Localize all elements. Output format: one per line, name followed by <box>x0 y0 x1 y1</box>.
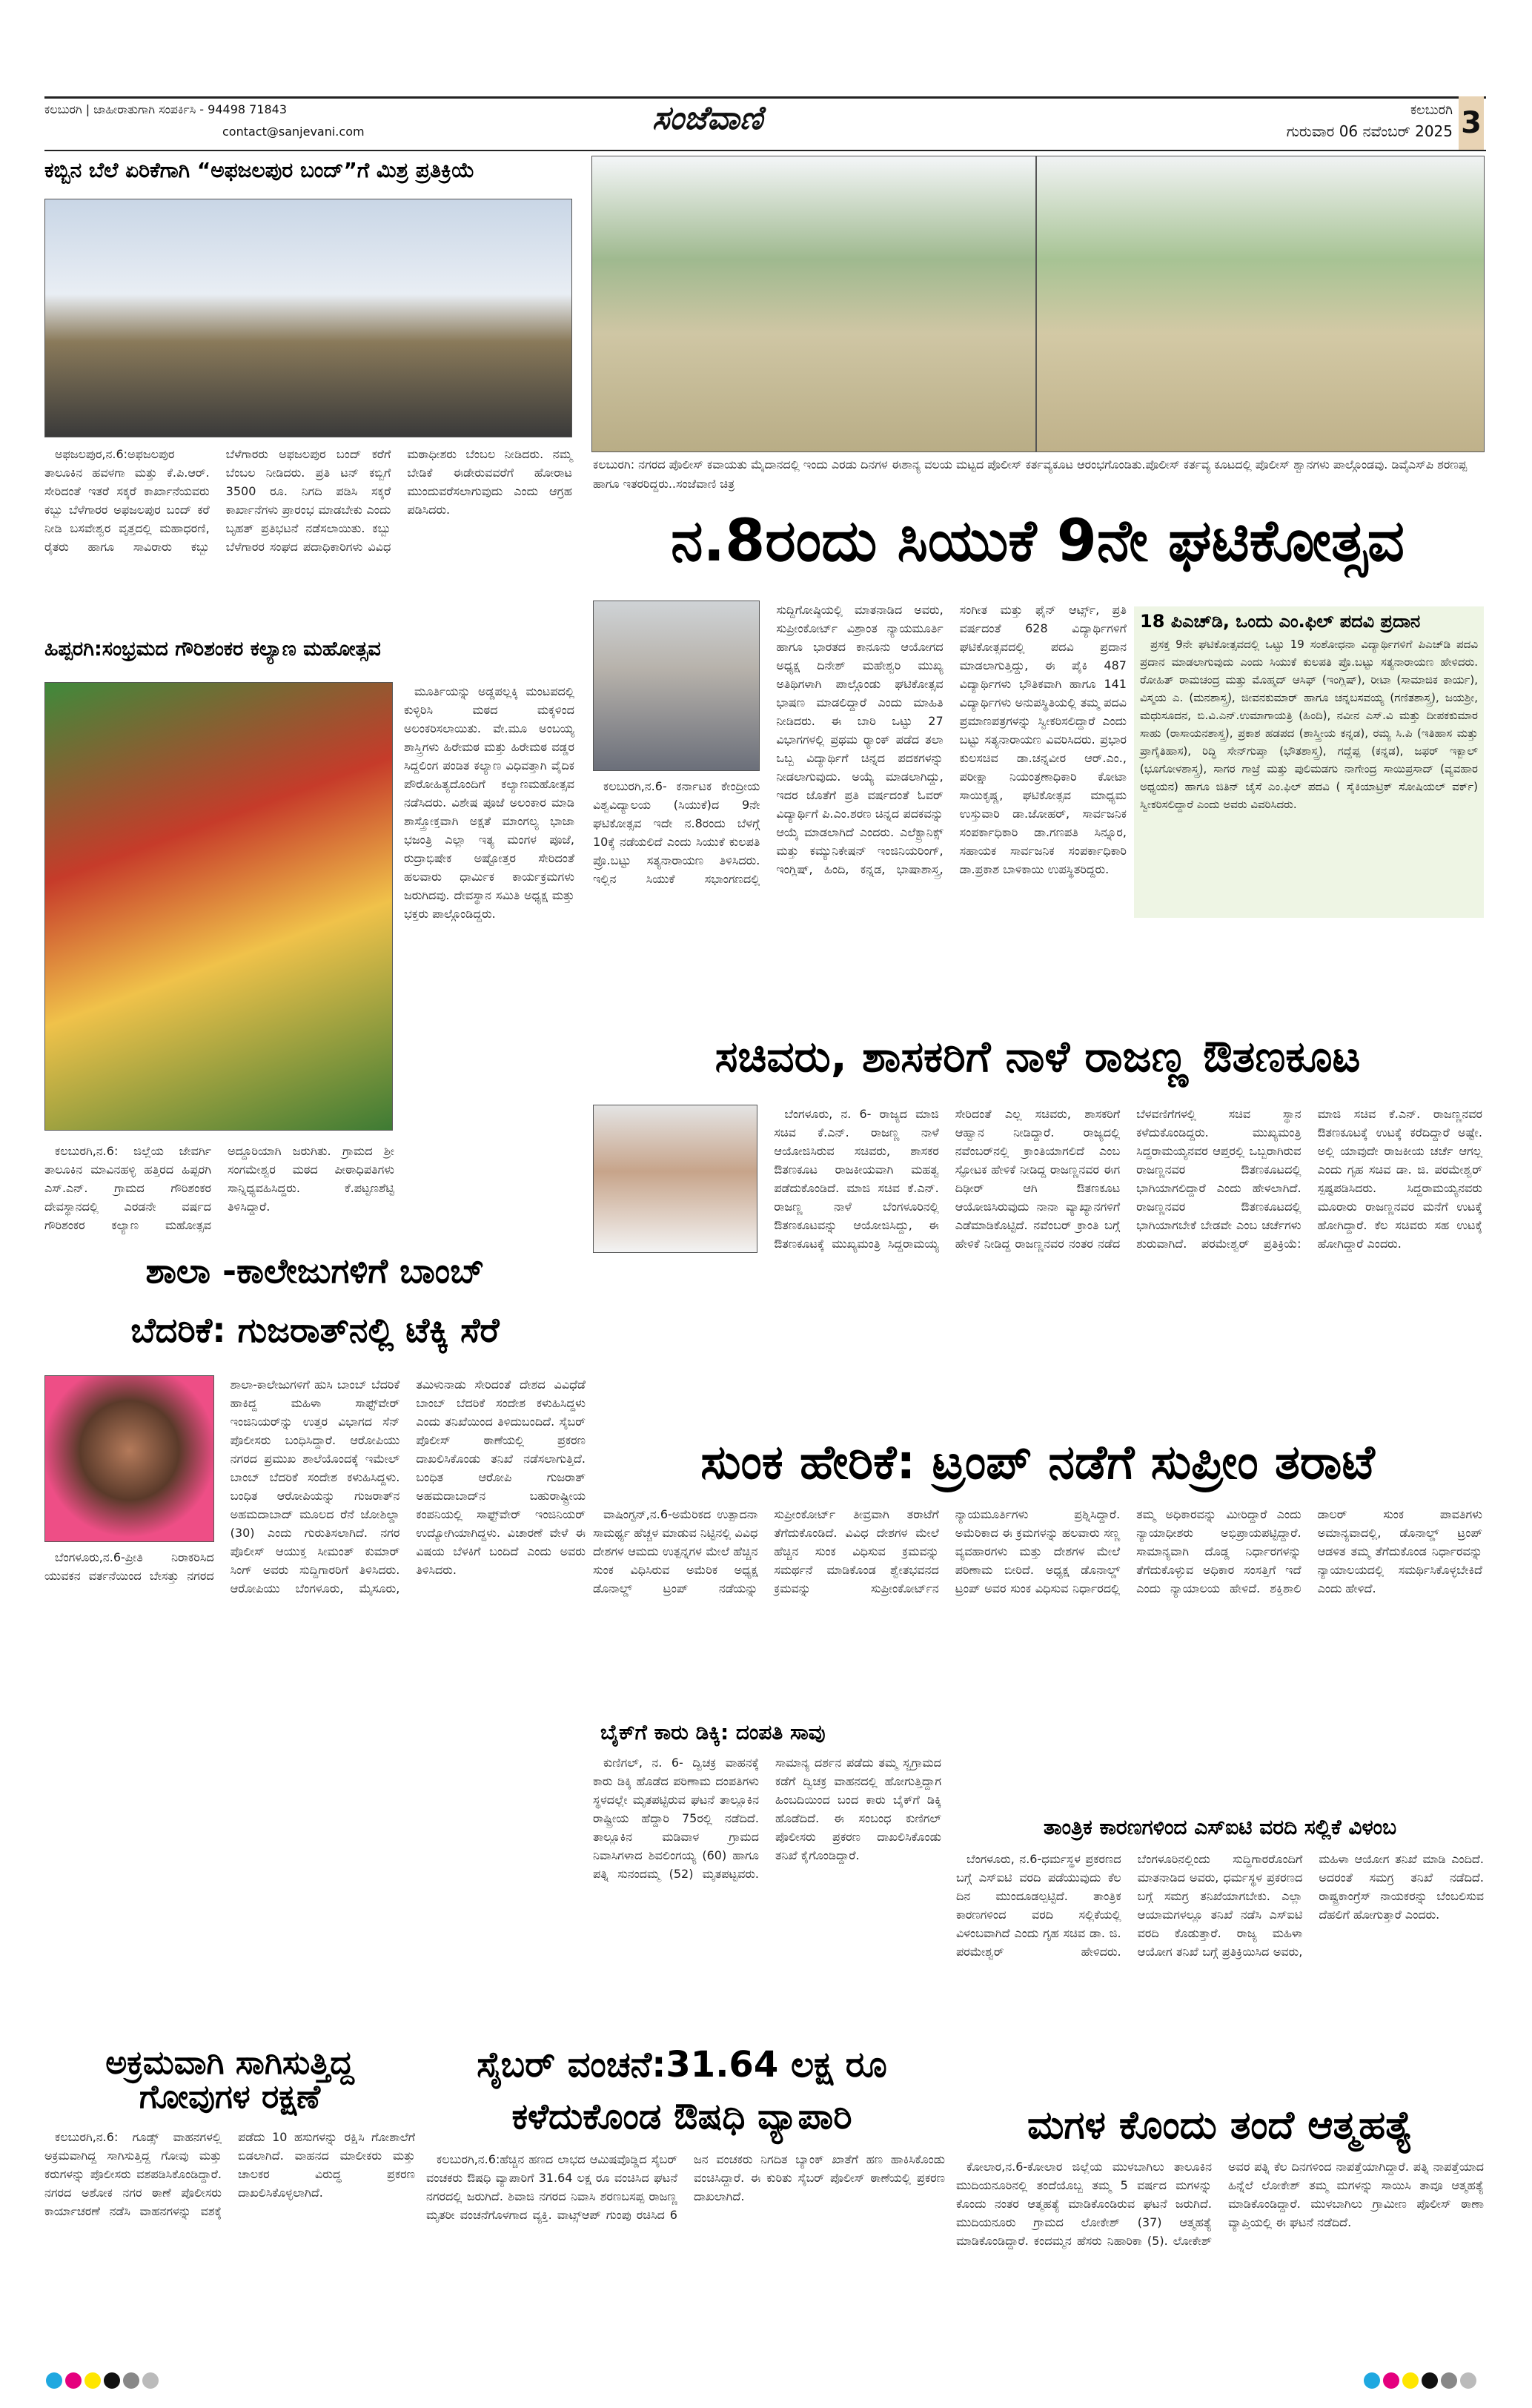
masthead-logo: ಸಂಜೆವಾಣಿ <box>652 99 763 137</box>
grey-dot <box>123 2372 139 2389</box>
phd-headline: 18 ಪಿಎಚ್‌ಡಿ, ಒಂದು ಎಂ.ಫಿಲ್ ಪದವಿ ಪ್ರದಾನ <box>1140 611 1421 632</box>
light-grey-dot <box>142 2372 159 2389</box>
yellow-dot <box>1402 2372 1419 2389</box>
protest-photo <box>44 199 572 437</box>
header-city: ಕಲಬುರಗಿ <box>44 102 82 116</box>
hipparagi-body: ಮೂರ್ತಿಯನ್ನು ಅಡ್ಡಪಲ್ಲಕ್ಕಿ ಮಂಟಪದಲ್ಲಿ ಕುಳ್ಳಿರಿಸಿ ಮಠದ ಮಕ್ಕಳಿಂದ ಅಲಂಕರಿಸಲಾಯಿತು. ವೇ.ಮೂ ಅಂಬಯ್ಯ ಶಾಸ್ತ್ರಿಗಳು ಹಿರೇಮಠ ಮತ್ತು ಹಿರೇಮಠ ವಡ್ಡರ ಸಿದ್ದಲಿಂಗ ಪಂಡಿತ ಕಲ್ಯಾಣ ವಿಧಿವತ್ತಾಗಿ ವೈದಿಕ ಪೌರೋಹಿತ್ಯದೊಂದಿಗೆ ಕಲ್ಯಾಣಮಹೋತ್ಸವ ನಡೆಸಿದರು. ವಿಶೇಷ ಪೂಜೆ ಅಲಂಕಾರ ಮಾಡಿ ಶಾಸ್ತ್ರೋಕ್ತವಾಗಿ ಅಕ್ಷತೆ ಮಾಂಗಲ್ಯ ಭಾಜಾ ಭಜಂತ್ರಿ ಎಲ್ಲಾ ಇತ್ಯ ಮಂಗಳ ಪೂಜೆ, ರುದ್ರಾಭಿಷೇಕ ಅಷ್ಟೋತ್ತರ ಸೇರಿದಂತೆ ಹಲವಾರು ಧಾರ್ಮಿಕ ಕಾರ್ಯಕ್ರಮಗಳು ಜರುಗಿದವು. ದೇವಸ್ಥಾನ ಸಮಿತಿ ಅಧ್ಯಕ್ಷ ಮತ್ತು ಭಕ್ತರು ಪಾಲ್ಗೊಂಡಿದ್ದರು. <box>404 684 574 921</box>
kalyana-mahotsava-photo <box>44 682 393 1131</box>
accident-headline: ಬೈಕ್‌ಗೆ ಕಾರು ಡಿಕ್ಕಿ: ದಂಪತಿ ಸಾವು <box>600 1720 826 1744</box>
light-grey-dot <box>1460 2372 1476 2389</box>
page-number: 3 <box>1459 96 1484 150</box>
magenta-dot <box>1383 2372 1399 2389</box>
afzalpur-body: ಅಫಜಲಪುರ,ನ.6:ಅಫಜಲಪುರ ತಾಲೂಕಿನ ಹವಳಗಾ ಮತ್ತು ಕೆ.ಪಿ.ಆರ್. ಸೇರಿದಂತೆ ಇತರೆ ಸಕ್ಕರೆ ಕಾರ್ಖಾನೆಯವರು ಕಬ್ಬು ಬೆಳೆಗಾರರ ಅಫಜಲಪುರ ಬಂದ್ ಕರೆ ನೀಡಿ ಬಸವೇಶ್ವರ ವೃತ್ತದಲ್ಲಿ ಮಹಾಧರಣಿ, ರೈತರು ಹಾಗೂ ಸಾವಿರಾರು ಕಬ್ಬು ಬೆಳೆಗಾರರು ಅಫಜಲಪುರ ಬಂದ್ ಕರೆಗೆ ಬೆಂಬಲ ನೀಡಿದರು. ಪ್ರತಿ ಟನ್ ಕಬ್ಬಿಗೆ 3500 ರೂ. ನಿಗದಿ ಪಡಿಸಿ ಸಕ್ಕರೆ ಕಾರ್ಖಾನೆಗಳು ಪ್ರಾರಂಭ ಮಾಡಬೇಕು ಎಂದು ಬೃಹತ್ ಪ್ರತಿಭಟನೆ ನಡೆಸಲಾಯಿತು. ಕಬ್ಬು ಬೆಳೆಗಾರರ ಸಂಘದ ಪದಾಧಿಕಾರಿಗಳು ವಿವಿಧ ಮಠಾಧೀಶರು ಬೆಂಬಲ ನೀಡಿದರು. ನಮ್ಮ ಬೇಡಿಕೆ ಈಡೇರುವವರೆಗೆ ಹೋರಾಟ ಮುಂದುವರೆಸಲಾಗುವುದು ಎಂದು ಆಗ್ರಹ ಪಡಿಸಿದರು. <box>44 447 572 554</box>
cyan-dot <box>1364 2372 1380 2389</box>
hipparagi-caption: ಕಲಬುರಗಿ,ನ.6: ಜಿಲ್ಲೆಯ ಜೇವರ್ಗಿ ತಾಲೂಕಿನ ಮಾವಿನಹಳ್ಳಿ ಹತ್ತಿರದ ಹಿಪ್ಪರಗಿ ಎಸ್.ಎನ್. ಗ್ರಾಮದ ಗೌರಿಶಂಕರ ದೇವಸ್ಥಾನದಲ್ಲಿ ಎರಡನೇ ವರ್ಷದ ಗೌರಿಶಂಕರ ಕಲ್ಯಾಣ ಮಹೋತ್ಸವ ಅದ್ದೂರಿಯಾಗಿ ಜರುಗಿತು. ಗ್ರಾಮದ ಶ್ರೀ ಸಂಗಮೇಶ್ವರ ಮಠದ ಪೀಠಾಧಿಪತಿಗಳು ಸಾನ್ನಿಧ್ಯವಹಿಸಿದ್ದರು. ಕೆ.ಪಟ್ಟಣಶೆಟ್ಟಿ ತಿಳಿಸಿದ್ದಾರೆ. <box>44 1144 394 1232</box>
bomb-headline-2: ಬೆದರಿಕೆ: ಗುಜರಾತ್‌ನಲ್ಲಿ ಟೆಕ್ಕಿ ಸೆರೆ <box>130 1310 500 1350</box>
bomb-headline-1: ಶಾಲಾ -ಕಾಲೇಜುಗಳಿಗೆ ಬಾಂಬ್ <box>145 1251 485 1291</box>
header-city-right: ಕಲಬುರಗಿ <box>1410 102 1453 118</box>
suicide-body: ಕೋಲಾರ,ನ.6-ಕೋಲಾರ ಜಿಲ್ಲೆಯ ಮುಳಬಾಗಿಲು ತಾಲೂಕಿನ ಮುದಿಯನೂರಿನಲ್ಲಿ ತಂದೆಯೊಬ್ಬ ತಮ್ಮ 5 ವರ್ಷದ ಮಗಳನ್ನು ಕೊಂದು ನಂತರ ಆತ್ಮಹತ್ಯೆ ಮಾಡಿಕೊಂಡಿರುವ ಘಟನೆ ಜರುಗಿದೆ. ಮುದಿಯನೂರು ಗ್ರಾಮದ ಲೋಕೇಶ್ (37) ಆತ್ಮಹತ್ಯೆ ಮಾಡಿಕೊಂಡಿದ್ದಾರೆ. ಕಂದಮ್ಮನ ಹೆಸರು ನಿಹಾರಿಕಾ (5). ಲೋಕೇಶ್ ಅವರ ಪತ್ನಿ ಕೆಲ ದಿನಗಳಿಂದ ನಾಪತ್ತೆಯಾಗಿದ್ದಾರೆ. ಪತ್ನಿ ನಾಪತ್ತೆಯಾದ ಹಿನ್ನೆಲೆ ಲೋಕೇಶ್ ತಮ್ಮ ಮಗಳನ್ನು ಸಾಯಿಸಿ ತಾವೂ ಆತ್ಮಹತ್ಯೆ ಮಾಡಿಕೊಂಡಿದ್ದಾರೆ. ಮುಳಬಾಗಿಲು ಗ್ರಾಮೀಣ ಪೊಲೀಸ್ ಠಾಣಾ ವ್ಯಾಪ್ತಿಯಲ್ಲಿ ಈ ಘಟನೆ ನಡೆದಿದೆ. <box>956 2160 1484 2248</box>
phd-body: ಪ್ರಸಕ್ತ 9ನೇ ಘಟಿಕೋತ್ಸವದಲ್ಲಿ ಒಟ್ಟು 19 ಸಂಶೋಧನಾ ವಿದ್ಯಾರ್ಥಿಗಳಿಗೆ ಪಿಎಚ್‌ಡಿ ಪದವಿ ಪ್ರದಾನ ಮಾಡಲಾಗುವುದು ಎಂದು ಸಿಯುಕೆ ಕುಲಪತಿ ಪ್ರೊ.ಬಟ್ಟು ಸತ್ಯನಾರಾಯಣ ಹೇಳಿದರು. ರೋಹಿತ್ ರಾಮಚಂದ್ರ ಮತ್ತು ಮೊಹ್ಮದ್ ಆಸಿಫ್ (ಇಂಗ್ಲಿಷ್), ರೀಟಾ (ಸಾಮಾಜಿಕ ಕಾರ್ಯ), ವಿಸ್ಮಯ ಎ. (ಮನಶಾಸ್ತ್ರ), ಜೀವನಕುಮಾರ್ ಹಾಗೂ ಚನ್ನಬಸವಯ್ಯ (ಗಣಿತಶಾಸ್ತ್ರ), ಜಯಶ್ರೀ, ಮಧುಸೂದನ, ಬಿ.ವಿ.ಎನ್.ಉಮಾಗಾಯತ್ರಿ (ಹಿಂದಿ), ನವೀನ ಎಸ್.ವಿ ಮತ್ತು ದೀಪಕಕುಮಾರ ಸಾಹು (ರಾಸಾಯನಶಾಸ್ತ್ರ), ಪ್ರಕಾಶ ಹಡಪದ (ಶಾಸ್ತ್ರೀಯ ಕನ್ನಡ), ರಮ್ಯ ಸಿ.ಪಿ (ಇತಿಹಾಸ ಮತ್ತು ಪ್ರಾಗೈತಿಹಾಸ), ರಿದ್ಧಿ ಸೇನ್‌ಗುಪ್ತಾ (ಭೌತಶಾಸ್ತ್ರ), ಗದ್ದೆಪ್ಪ (ಕನ್ನಡ), ಜಫರ್ ಇಕ್ಬಾಲ್ (ಭೂಗೋಳಶಾಸ್ತ್ರ), ಸಾಗರ ಗಾಜ್ರೆ ಮತ್ತು ಪುಲಿಮಡಗು ನಾಗೇಂದ್ರ ಸಾಯಿಪ್ರಸಾದ್ (ವ್ಯವಹಾರ ಅಧ್ಯಯನ) ಹಾಗೂ ಜಿತಿನ್ ಜೈಸೆ ಎಂ.ಫಿಲ್ ಪದವಿ ( ಸೈಕಿಯಾಟ್ರಿಕ್ ಸೋಷಿಯಲ್ ವರ್ಕ್) ಸ್ವೀಕರಿಸಲಿದ್ದಾರೆ ಎಂದು ಅವರು ವಿವರಿಸಿದರು. <box>1140 638 1478 812</box>
accused-photo <box>44 1375 214 1542</box>
rajanna-photo <box>593 1105 757 1253</box>
rajanna-body: ಬೆಂಗಳೂರು, ನ. 6- ರಾಜ್ಯದ ಮಾಜಿ ಸಚಿವ ಕೆ.ಎನ್. ರಾಜಣ್ಣ ನಾಳೆ ಆಯೋಜಿಸಿರುವ ಸಚಿವರು, ಶಾಸಕರ ಔತಣಕೂಟ ರಾಜಕೀಯವಾಗಿ ಮಹತ್ವ ಪಡೆದುಕೊಂಡಿದೆ. ಮಾಜಿ ಸಚಿವ ಕೆ.ಎನ್. ರಾಜಣ್ಣ ನಾಳೆ ಬೆಂಗಳೂರಿನಲ್ಲಿ ಔತಣಕೂಟವನ್ನು ಆಯೋಜಿಸಿದ್ದು, ಈ ಔತಣಕೂಟಕ್ಕೆ ಮುಖ್ಯಮಂತ್ರಿ ಸಿದ್ದರಾಮಯ್ಯ ಸೇರಿದಂತೆ ಎಲ್ಲ ಸಚಿವರು, ಶಾಸಕರಿಗೆ ಆಹ್ವಾನ ನೀಡಿದ್ದಾರೆ. ರಾಜ್ಯದಲ್ಲಿ ನವೆಂಬರ್‌ನಲ್ಲಿ ಕ್ರಾಂತಿಯಾಗಲಿದೆ ಎಂಬ ಸ್ಫೋಟಕ ಹೇಳಿಕೆ ನೀಡಿದ್ದ ರಾಜಣ್ಣನವರ ಈಗ ದಿಢೀರ್ ಆಗಿ ಔತಣಕೂಟ ಆಯೋಜಿಸಿರುವುದು ನಾನಾ ವ್ಯಾಖ್ಯಾನಗಳಿಗೆ ಎಡೆಮಾಡಿಕೊಟ್ಟಿದೆ. ನವೆಂಬರ್ ಕ್ರಾಂತಿ ಬಗ್ಗೆ ಹೇಳಿಕೆ ನೀಡಿದ್ದ ರಾಜಣ್ಣನವರ ನಂತರ ನಡೆದ ಬೆಳವಣಿಗೆಗಳಲ್ಲಿ ಸಚಿವ ಸ್ಥಾನ ಕಳೆದುಕೊಂಡಿದ್ದರು. ಮುಖ್ಯಮಂತ್ರಿ ಸಿದ್ದರಾಮಯ್ಯನವರ ಆಪ್ತರಲ್ಲಿ ಒಬ್ಬರಾಗಿರುವ ರಾಜಣ್ಣನವರ ಔತಣಕೂಟದಲ್ಲಿ ಭಾಗಿಯಾಗಲಿದ್ದಾರೆ ಎಂದು ಹೇಳಲಾಗಿದೆ. ರಾಜಣ್ಣನವರ ಔತಣಕೂಟದಲ್ಲಿ ಭಾಗಿಯಾಗಬೇಕೆ ಬೇಡವೇ ಎಂಬ ಚರ್ಚೆಗಳು ಶುರುವಾಗಿದೆ. ಪರಮೇಶ್ವರ್ ಪ್ರತಿಕ್ರಿಯೆ: ಮಾಜಿ ಸಚಿವ ಕೆ.ಎನ್. ರಾಜಣ್ಣನವರ ಔತಣಕೂಟಕ್ಕೆ ಉಟಕ್ಕೆ ಕರೆದಿದ್ದಾರೆ ಅಷ್ಟೇ. ಅಲ್ಲಿ ಯಾವುದೇ ರಾಜಕೀಯ ಚರ್ಚೆ ಆಗಲ್ಲ ಎಂದು ಗೃಹ ಸಚಿವ ಡಾ. ಜಿ. ಪರಮೇಶ್ವರ್ ಸ್ಪಷ್ಟಪಡಿಸಿದರು. ಸಿದ್ದರಾಮಯ್ಯನವರು ಮೂರಾರು ರಾಜಣ್ಣನವರ ಮನೆಗೆ ಉಟಕ್ಕೆ ಹೋಗಿದ್ದಾರೆ. ಕೆಲ ಸಚಿವರು ಸಹ ಉಟಕ್ಕೆ ಹೋಗಿದ್ದಾರೆ ಎಂದರು. <box>593 1105 1482 1254</box>
cuk-body: ಕಲಬುರಗಿ,ನ.6- ಕರ್ನಾಟಕ ಕೇಂದ್ರೀಯ ವಿಶ್ವವಿದ್ಯಾಲಯ (ಸಿಯುಕೆ)ದ 9ನೇ ಘಟಿಕೋತ್ಸವ ಇದೇ ನ.8ರಂದು ಬೆಳಗ್ಗೆ 10ಕ್ಕೆ ನಡೆಯಲಿದೆ ಎಂದು ಸಿಯುಕೆ ಕುಲಪತಿ ಪ್ರೊ.ಬಟ್ಟು ಸತ್ಯನಾರಾಯಣ ತಿಳಿಸಿದರು. ಇಲ್ಲಿನ ಸಿಯುಕೆ ಸಭಾಂಗಣದಲ್ಲಿ ಸುದ್ದಿಗೋಷ್ಠಿಯಲ್ಲಿ ಮಾತನಾಡಿದ ಅವರು, ಸುಪ್ರೀಂಕೋರ್ಟ್ ವಿಶ್ರಾಂತ ನ್ಯಾಯಮೂರ್ತಿ ಹಾಗೂ ಭಾರತದ ಕಾನೂನು ಆಯೋಗದ ಅಧ್ಯಕ್ಷ ದಿನೇಶ್ ಮಹೇಶ್ವರಿ ಮುಖ್ಯ ಅತಿಥಿಗಳಾಗಿ ಪಾಲ್ಗೊಂಡು ಘಟಿಕೋತ್ಸವ ಭಾಷಣ ಮಾಡಲಿದ್ದಾರೆ ಎಂದು ಮಾಹಿತಿ ನೀಡಿದರು. ಈ ಬಾರಿ ಒಟ್ಟು 27 ವಿಭಾಗಗಳಲ್ಲಿ ಪ್ರಥಮ ರ‍್ಯಾಂಕ್ ಪಡೆದ ತಲಾ ಒಬ್ಬ ವಿದ್ಯಾರ್ಥಿಗೆ ಚಿನ್ನದ ಪದಕಗಳನ್ನು ನೀಡಲಾಗುವುದು. ಅಯ್ಯೆ ಮಾಡಲಾಗಿದ್ದು, ಇದರ ಜೊತೆಗೆ ಪ್ರತಿ ವರ್ಷದಂತೆ ಓವರ್ ವಿದ್ಯಾರ್ಥಿಗೆ ಪಿ.ಎಂ.ಶರಣ ಚಿನ್ನದ ಪದಕವನ್ನು ಆಯ್ಕೆ ಮಾಡಲಾಗಿದೆ ಎಂದರು. ಎಲೆಕ್ಟ್ರಾನಿಕ್ಸ್ ಮತ್ತು ಕಮ್ಯುನಿಕೇಷನ್ ಇಂಜಿನಿಯರಿಂಗ್, ಇಂಗ್ಲಿಷ್, ಹಿಂದಿ, ಕನ್ನಡ, ಭಾಷಾಶಾಸ್ತ್ರ, ಸಂಗೀತ ಮತ್ತು ಫೈನ್ ಆರ್ಟ್ಸ್, ಪ್ರತಿ ವರ್ಷದಂತೆ 628 ವಿದ್ಯಾರ್ಥಿಗಳಿಗೆ ಘಟಿಕೋತ್ಸವದಲ್ಲಿ ಪದವಿ ಪ್ರದಾನ ಮಾಡಲಾಗುತ್ತಿದ್ದು, ಈ ಪೈಕಿ 487 ವಿದ್ಯಾರ್ಥಿಗಳು ಭೌತಿಕವಾಗಿ ಹಾಗೂ 141 ವಿದ್ಯಾರ್ಥಿಗಳು ಅನುಪಸ್ಥಿತಿಯಲ್ಲಿ ತಮ್ಮ ಪದವಿ ಪ್ರಮಾಣಪತ್ರಗಳನ್ನು ಸ್ವೀಕರಿಸಲಿದ್ದಾರೆ ಎಂದು ಬಟ್ಟು ಸತ್ಯನಾರಾಯಣ ವಿವರಿಸಿದರು. ಪ್ರಭಾರ ಕುಲಸಚಿವ ಡಾ.ಚನ್ನವೀರ ಆರ್.ಎಂ., ಪರೀಕ್ಷಾ ನಿಯಂತ್ರಣಾಧಿಕಾರಿ ಕೋಟಾ ಸಾಯಿಕೃಷ್ಣ, ಘಟಿಕೋತ್ಸವ ಮಾಧ್ಯಮ ಉಸ್ತುವಾರಿ ಡಾ.ಜೋಹರ್, ಸಾರ್ವಜನಿಕ ಸಂಪರ್ಕಾಧಿಕಾರಿ ಡಾ.ಗಣಪತಿ ಸಿನ್ನೂರ, ಸಹಾಯಕ ಸಾರ್ವಜನಿಕ ಸಂಪರ್ಕಾಧಿಕಾರಿ ಡಾ.ಪ್ರಕಾಶ ಬಾಳಿಕಾಯಿ ಉಪಸ್ಥಿತರಿದ್ದರು. <box>593 601 1127 888</box>
black-dot <box>104 2372 120 2389</box>
cuk-headline: ನ.8ರಂದು ಸಿಯುಕೆ 9ನೇ ಘಟಿಕೋತ್ಸವ <box>671 508 1405 575</box>
police-dog-photo-1 <box>591 156 1036 452</box>
bomb-body: ಬೆಂಗಳೂರು,ನ.6-ಪ್ರೀತಿ ನಿರಾಕರಿಸಿದ ಯುವಕನ ವರ್ತನೆಯಿಂದ ಬೇಸತ್ತು ನಗರದ ಶಾಲಾ-ಕಾಲೇಜುಗಳಿಗೆ ಹುಸಿ ಬಾಂಬ್ ಬೆದರಿಕೆ ಹಾಕಿದ್ದ ಮಹಿಳಾ ಸಾಫ್ಟ್‌ವೇರ್ ಇಂಜಿನಿಯರ್‌ನ್ನು ಉತ್ತರ ವಿಭಾಗದ ಸೆನ್ ಪೊಲೀಸರು ಬಂಧಿಸಿದ್ದಾರೆ. ಆರೋಪಿಯು ನಗರದ ಪ್ರಮುಖ ಶಾಲೆಯೊಂದಕ್ಕೆ ಇಮೇಲ್ ಬಾಂಬ್ ಬೆದರಿಕೆ ಸಂದೇಶ ಕಳುಹಿಸಿದ್ದಳು. ಬಂಧಿತ ಆರೋಪಿಯನ್ನು ಗುಜರಾತ್‌ನ ಅಹಮದಾಬಾದ್ ಮೂಲದ ರೆನೆ ಜೋಶಿಲ್ಡಾ (30) ಎಂದು ಗುರುತಿಸಲಾಗಿದೆ. ನಗರ ಪೊಲೀಸ್ ಆಯುಕ್ತ ಸೀಮಂತ್ ಕುಮಾರ್ ಸಿಂಗ್ ಅವರು ಸುದ್ದಿಗಾರರಿಗೆ ತಿಳಿಸಿದರು. ಆರೋಪಿಯು ಬೆಂಗಳೂರು, ಮೈಸೂರು, ತಮಿಳುನಾಡು ಸೇರಿದಂತೆ ದೇಶದ ವಿವಿಧೆಡೆ ಬಾಂಬ್ ಬೆದರಿಕೆ ಸಂದೇಶ ಕಳುಹಿಸಿದ್ದಳು ಎಂದು ತನಿಖೆಯಿಂದ ತಿಳಿದುಬಂದಿದೆ. ಸೈಬರ್ ಪೊಲೀಸ್ ಠಾಣೆಯಲ್ಲಿ ಪ್ರಕರಣ ದಾಖಲಿಸಿಕೊಂಡು ತನಿಖೆ ನಡೆಸಲಾಗುತ್ತಿದೆ. ಬಂಧಿತ ಆರೋಪಿ ಗುಜರಾತ್ ಅಹಮದಾಬಾದ್‌ನ ಬಹುರಾಷ್ಟ್ರೀಯ ಕಂಪನಿಯಲ್ಲಿ ಸಾಫ್ಟ್‌ವೇರ್ ಇಂಜಿನಿಯರ್ ಉದ್ಯೋಗಿಯಾಗಿದ್ದಳು. ವಿಚಾರಣೆ ವೇಳೆ ಈ ವಿಷಯ ಬೆಳಕಿಗೆ ಬಂದಿದೆ ಎಂದು ಅವರು ತಿಳಿಸಿದರು. <box>44 1375 586 1598</box>
yellow-dot <box>84 2372 101 2389</box>
cyan-dot <box>46 2372 62 2389</box>
cyber-headline-2: ಕಳೆದುಕೊಂಡ ಔಷಧಿ ವ್ಯಾಪಾರಿ <box>511 2096 852 2137</box>
tariff-body: ವಾಷಿಂಗ್ಟನ್,ನ.6-ಅಮೆರಿಕದ ಉತ್ಪಾದನಾ ಸಾಮರ್ಥ್ಯ ಹೆಚ್ಚಳ ಮಾಡುವ ನಿಟ್ಟಿನಲ್ಲಿ ವಿವಿಧ ದೇಶಗಳ ಆಮದು ಉತ್ಪನ್ನಗಳ ಮೇಲೆ ಹೆಚ್ಚಿನ ಸುಂಕ ವಿಧಿಸಿರುವ ಅಮೆರಿಕ ಅಧ್ಯಕ್ಷ ಡೊನಾಲ್ಡ್ ಟ್ರಂಪ್ ನಡೆಯನ್ನು ಸುಪ್ರೀಂಕೋರ್ಟ್ ತೀವ್ರವಾಗಿ ತರಾಟೆಗೆ ತೆಗೆದುಕೊಂಡಿದೆ. ವಿವಿಧ ದೇಶಗಳ ಮೇಲೆ ಹೆಚ್ಚಿನ ಸುಂಕ ವಿಧಿಸುವ ಕ್ರಮವನ್ನು ಸಮರ್ಥನೆ ಮಾಡಿಕೊಂಡ ಶ್ವೇತಭವನದ ಕ್ರಮವನ್ನು ಸುಪ್ರೀಂಕೋರ್ಟ್‌ನ ನ್ಯಾಯಮೂರ್ತಿಗಳು ಪ್ರಶ್ನಿಸಿದ್ದಾರೆ. ಅಮೆರಿಕಾದ ಈ ಕ್ರಮಗಳನ್ನು ಹಲವಾರು ಸಣ್ಣ ವ್ಯವಹಾರಗಳು ಮತ್ತು ದೇಶಗಳ ಮೇಲೆ ಪರಿಣಾಮ ಬೀರಿದೆ. ಅಧ್ಯಕ್ಷ ಡೊನಾಲ್ಡ್ ಟ್ರಂಪ್ ಅವರ ಸುಂಕ ವಿಧಿಸುವ ನಿರ್ಧಾರದಲ್ಲಿ ತಮ್ಮ ಅಧಿಕಾರವನ್ನು ಮೀರಿದ್ದಾರೆ ಎಂದು ನ್ಯಾಯಾಧೀಶರು ಅಭಿಪ್ರಾಯಪಟ್ಟಿದ್ದಾರೆ. ಸಾಮಾನ್ಯವಾಗಿ ದೊಡ್ಡ ನಿರ್ಧಾರಗಳನ್ನು ತೆಗೆದುಕೊಳ್ಳುವ ಅಧಿಕಾರ ಸಂಸತ್ತಿಗೆ ಇದೆ ಎಂದು ನ್ಯಾಯಾಲಯ ಹೇಳಿದೆ. ಶಕ್ತಿಶಾಲಿ ಡಾಲರ್ ಸುಂಕ ಪಾವತಿಗಳು ಅಮಾನ್ಯವಾದಲ್ಲಿ, ಡೊನಾಲ್ಡ್ ಟ್ರಂಪ್ ಆಡಳಿತ ತಮ್ಮ ತೆಗೆದುಕೊಂಡ ನಿರ್ಧಾರವನ್ನು ನ್ಯಾಯಾಲಯದಲ್ಲಿ ಸಮರ್ಥಿಸಿಕೊಳ್ಳಬೇಕಿದೆ ಎಂದು ಹೇಳಿದೆ. <box>593 1507 1482 1595</box>
header-left: ಕಲಬುರಗಿ | ಜಾಹೀರಾತುಗಾಗಿ ಸಂಪರ್ಕಿಸಿ - 94498 71843 contact@sanjevani.com <box>44 102 365 139</box>
header-right <box>1230 102 1453 140</box>
header-publisher: ಜಾಹೀರಾತುಗಾಗಿ ಸಂಪರ್ಕಿಸಿ - 94498 71843 <box>93 102 288 116</box>
police-caption: ಕಲಬುರಗಿ: ನಗರದ ಪೊಲೀಸ್ ಕವಾಯತು ಮೈದಾನದಲ್ಲಿ ಇಂದು ಎರಡು ದಿನಗಳ ಈಶಾನ್ಯ ವಲಯ ಮಟ್ಟದ ಪೊಲೀಸ್ ಕರ್ತವ್ಯಕೂಟ ಆರಂಭಗೊಂಡಿತು.ಪೊಲೀಸ್ ಕರ್ತವ್ಯ ಕೂಟದಲ್ಲಿ ಪೊಲೀಸ್ ಶ್ವಾನಗಳು ಪಾಲ್ಗೊಂಡವು. ಡಿವೈಎಸ್‌ಪಿ ಶರಣಪ್ಪ ಹಾಗೂ ಇತರರಿದ್ದರು..ಸಂಜೆವಾಣಿ ಚಿತ್ರ <box>593 457 1468 491</box>
accident-body: ಕುಣಿಗಲ್, ನ. 6- ದ್ವಿಚಕ್ರ ವಾಹನಕ್ಕೆ ಕಾರು ಡಿಕ್ಕಿ ಹೊಡೆದ ಪರಿಣಾಮ ದಂಪತಿಗಳು ಸ್ಥಳದಲ್ಲೇ ಮೃತಪಟ್ಟಿರುವ ಘಟನೆ ತಾಲ್ಲೂಕಿನ ರಾಷ್ಟ್ರೀಯ ಹೆದ್ದಾರಿ 75ರಲ್ಲಿ ನಡೆದಿದೆ. ತಾಲ್ಲೂಕಿನ ಮಡಿವಾಳ ಗ್ರಾಮದ ನಿವಾಸಿಗಳಾದ ಶಿವಲಿಂಗಯ್ಯ (60) ಹಾಗೂ ಪತ್ನಿ ಸುನಂದಮ್ಮ (52) ಮೃತಪಟ್ಟವರು. ಸಾಮಾನ್ಯ ದರ್ಶನ ಪಡೆದು ತಮ್ಮ ಸ್ವಗ್ರಾಮದ ಕಡೆಗೆ ದ್ವಿಚಕ್ರ ವಾಹನದಲ್ಲಿ ಹೋಗುತ್ತಿದ್ದಾಗ ಹಿಂಬದಿಯಿಂದ ಬಂದ ಕಾರು ಬೈಕ್‌ಗೆ ಡಿಕ್ಕಿ ಹೊಡೆದಿದೆ. ಈ ಸಂಬಂಧ ಕುಣಿಗಲ್ ಪೊಲೀಸರು ಪ್ರಕರಣ ದಾಖಲಿಸಿಕೊಂಡು ತನಿಖೆ ಕೈಗೊಂಡಿದ್ದಾರೆ. <box>593 1756 941 1881</box>
hipparagi-headline: ಹಿಪ್ಪರಗಿ:ಸಂಭ್ರಮದ ಗೌರಿಶಂಕರ ಕಲ್ಯಾಣ ಮಹೋತ್ಸವ <box>44 638 381 661</box>
grey-dot <box>1441 2372 1457 2389</box>
vice-chancellor-photo <box>593 601 760 771</box>
cyber-headline-1: ಸೈಬರ್ ವಂಚನೆ:31.64 ಲಕ್ಷ ರೂ <box>477 2044 887 2086</box>
cyber-body: ಕಲಬುರಗಿ,ನ.6:ಹೆಚ್ಚಿನ ಹಣದ ಲಾಭದ ಆಮಿಷವೊಡ್ಡಿದ ಸೈಬರ್ ವಂಚಕರು ಔಷಧಿ ವ್ಯಾಪಾರಿಗೆ 31.64 ಲಕ್ಷ ರೂ ವಂಚಿಸಿದ ಘಟನೆ ನಗರದಲ್ಲಿ ಜರುಗಿದೆ. ಶಿವಾಜಿ ನಗರದ ನಿವಾಸಿ ಶರಣಬಸಪ್ಪ ರಾಜಣ್ಣ ಮೃತರೀ ವಂಚನೆಗೊಳಗಾದ ವ್ಯಕ್ತಿ. ವಾಟ್ಸ್‌ಆಪ್ ಗುಂಪು ರಚಿಸಿದ 6 ಜನ ವಂಚಕರು ನಿಗದಿತ ಬ್ಯಾಂಕ್ ಖಾತೆಗೆ ಹಣ ಹಾಕಿಸಿಕೊಂಡು ವಂಚಿಸಿದ್ದಾರೆ. ಈ ಕುರಿತು ಸೈಬರ್ ಪೊಲೀಸ್ ಠಾಣೆಯಲ್ಲಿ ಪ್ರಕರಣ ದಾಖಲಾಗಿದೆ. <box>426 2152 945 2222</box>
sit-headline: ತಾಂತ್ರಿಕ ಕಾರಣಗಳಿಂದ ಎಸ್‌ಐಟಿ ವರದಿ ಸಲ್ಲಿಕೆ ವಿಳಂಬ <box>1043 1815 1397 1839</box>
header-email[interactable]: contact@sanjevani.com <box>222 125 365 139</box>
phd-box <box>1134 606 1484 918</box>
color-registration-left <box>46 2372 162 2392</box>
police-dog-photo-2 <box>1036 156 1485 452</box>
black-dot <box>1422 2372 1438 2389</box>
rajanna-headline: ಸಚಿವರು, ಶಾಸಕರಿಗೆ ನಾಳೆ ರಾಜಣ್ಣ ಔತಣಕೂಟ <box>714 1031 1361 1082</box>
suicide-headline: ಮಗಳ ಕೊಂದು ತಂದೆ ಆತ್ಮಹತ್ಯೆ <box>1027 2103 1413 2148</box>
tariff-headline: ಸುಂಕ ಹೇರಿಕೆ: ಟ್ರಂಪ್ ನಡೆಗೆ ಸುಪ್ರೀಂ ತರಾಟೆ <box>700 1435 1375 1490</box>
sit-body: ಬೆಂಗಳೂರು, ನ.6-ಧರ್ಮಸ್ಥಳ ಪ್ರಕರಣದ ಬಗ್ಗೆ ಎಸ್‌ಐಟಿ ವರದಿ ಪಡೆಯುವುದು ಕೆಲ ದಿನ ಮುಂದೂಡಲ್ಪಟ್ಟಿದೆ. ತಾಂತ್ರಿಕ ಕಾರಣಗಳಿಂದ ವರದಿ ಸಲ್ಲಿಕೆಯಲ್ಲಿ ವಿಳಂಬವಾಗಿದೆ ಎಂದು ಗೃಹ ಸಚಿವ ಡಾ. ಜಿ. ಪರಮೇಶ್ವರ್ ಹೇಳಿದರು. ಬೆಂಗಳೂರಿನಲ್ಲಿಂದು ಸುದ್ದಿಗಾರರೊಂದಿಗೆ ಮಾತನಾಡಿದ ಅವರು, ಧರ್ಮಸ್ಥಳ ಪ್ರಕರಣದ ಬಗ್ಗೆ ಸಮಗ್ರ ತನಿಖೆಯಾಗಬೇಕು. ಎಲ್ಲಾ ಆಯಾಮಗಳಲ್ಲೂ ತನಿಖೆ ನಡೆಸಿ ಎಸ್‌ಐಟಿ ವರದಿ ಕೊಡುತ್ತಾರೆ. ರಾಜ್ಯ ಮಹಿಳಾ ಆಯೋಗ ತನಿಖೆ ಬಗ್ಗೆ ಪ್ರತಿಕ್ರಿಯಿಸಿದ ಅವರು, ಮಹಿಳಾ ಆಯೋಗ ತನಿಖೆ ಮಾಡಿ ಎಂದಿದೆ. ಅದರಂತೆ ಸಮಗ್ರ ತನಿಖೆ ನಡೆದಿದೆ. ರಾಷ್ಟ್ರಕಾಂಗ್ರೆಸ್ ನಾಯಕರನ್ನು ಬೆಂಬಲಿಸುವ ದೆಹಲಿಗೆ ಹೋಗುತ್ತಾರೆ ಎಂದರು. <box>956 1852 1484 1959</box>
magenta-dot <box>65 2372 82 2389</box>
header-date: ಗುರುವಾರ 06 ನವೆಂಬರ್ 2025 <box>1286 122 1453 140</box>
color-registration-right <box>1364 2372 1479 2392</box>
cows-body: ಕಲಬುರಗಿ,ನ.6: ಗೂಡ್ಸ್ ವಾಹನಗಳಲ್ಲಿ ಅಕ್ರಮವಾಗಿದ್ದ ಸಾಗಿಸುತ್ತಿದ್ದ ಗೋವು ಮತ್ತು ಕರುಗಳನ್ನು ಪೊಲೀಸರು ವಶಪಡಿಸಿಕೊಂಡಿದ್ದಾರೆ. ನಗರದ ಅಶೋಕ ನಗರ ಠಾಣೆ ಪೊಲೀಸರು ಕಾರ್ಯಾಚರಣೆ ನಡೆಸಿ ವಾಹನಗಳನ್ನು ವಶಕ್ಕೆ ಪಡೆದು 10 ಹಸುಗಳನ್ನು ರಕ್ಷಿಸಿ ಗೋಶಾಲೆಗೆ ಬಿಡಲಾಗಿದೆ. ವಾಹನದ ಮಾಲೀಕರು ಮತ್ತು ಚಾಲಕರ ವಿರುದ್ಧ ಪ್ರಕರಣ ದಾಖಲಿಸಿಕೊಳ್ಳಲಾಗಿದೆ. <box>44 2130 415 2218</box>
cows-headline: ಅಕ್ರಮವಾಗಿ ಸಾಗಿಸುತ್ತಿದ್ದ ಗೋವುಗಳ ರಕ್ಷಣೆ <box>105 2044 354 2117</box>
afzalpur-headline: ಕಬ್ಬಿನ ಬೆಲೆ ಏರಿಕೆಗಾಗಿ “ಅಫಜಲಪುರ ಬಂದ್”ಗೆ ಮಿಶ್ರ ಪ್ರತಿಕ್ರಿಯೆ <box>44 158 475 182</box>
